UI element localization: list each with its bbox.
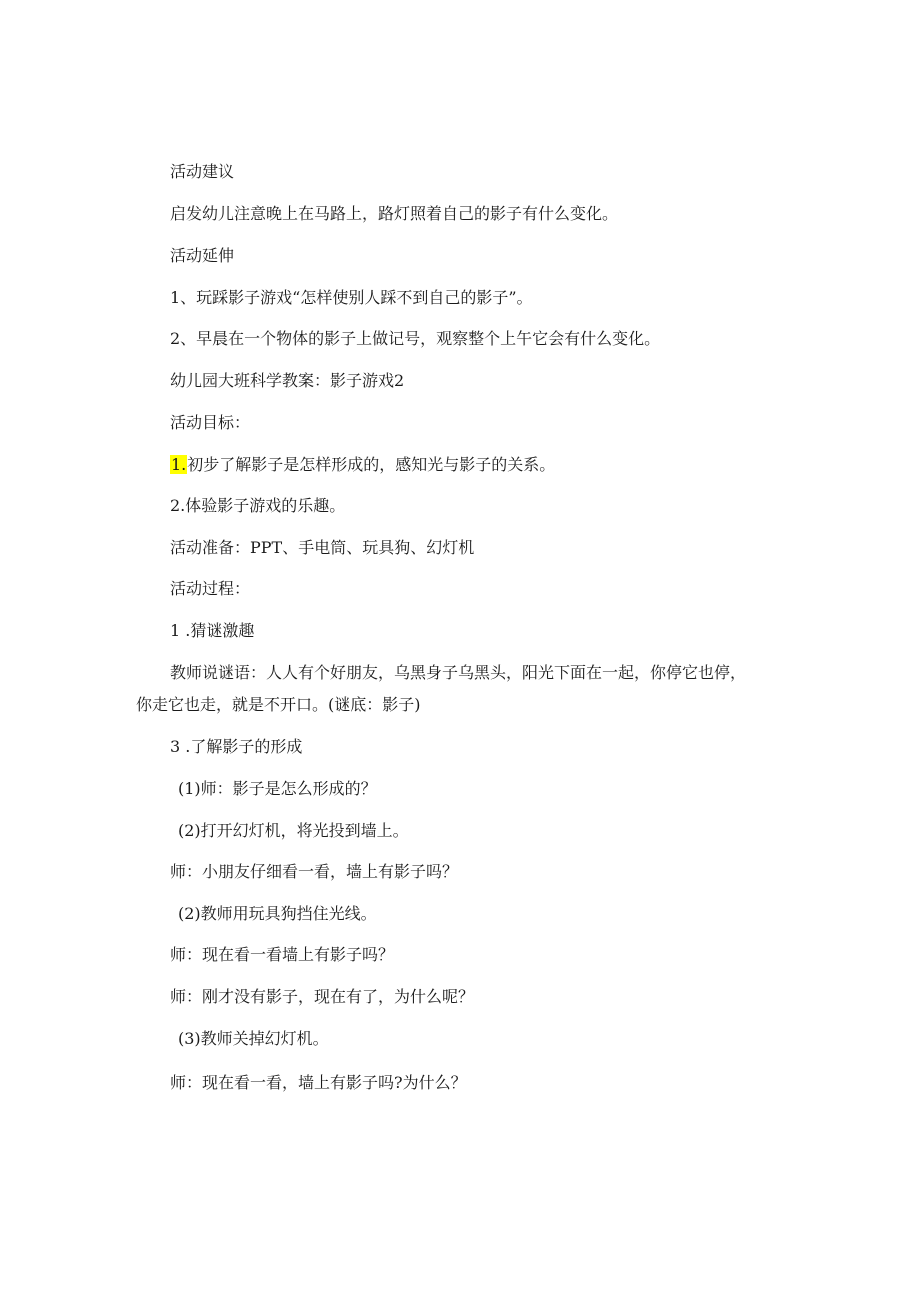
paragraph-suggestion: 启发幼儿注意晚上在马路上，路灯照着自己的影子有什么变化。 (170, 204, 619, 223)
lesson-title: 幼儿园大班科学教案：影子游戏2 (170, 371, 405, 390)
heading-activity-goals: 活动目标： (170, 413, 251, 432)
riddle-paragraph-line-2: 你走它也走，就是不开口。(谜底：影子) (136, 695, 421, 714)
step-3-heading: 3 .了解影子的形成 (170, 737, 303, 756)
list-item-extension-2: 2、早晨在一个物体的影子上做记号，观察整个上午它会有什么变化。 (170, 329, 661, 348)
activity-preparation: 活动准备：PPT、手电筒、玩具狗、幻灯机 (170, 538, 475, 557)
sub-item-1: (1)师：影子是怎么形成的？ (178, 779, 377, 798)
teacher-line-1: 师：小朋友仔细看一看，墙上有影子吗？ (170, 862, 459, 881)
sub-item-2b: (2)教师用玩具狗挡住光线。 (178, 904, 377, 923)
sub-item-3: (3)教师关掉幻灯机。 (178, 1029, 329, 1048)
list-item-goal-1 (170, 454, 555, 476)
heading-activity-suggestion: 活动建议 (170, 162, 235, 181)
sub-item-2: (2)打开幻灯机，将光投到墙上。 (178, 821, 409, 840)
step-1-heading: 1 .猜谜激趣 (170, 621, 255, 640)
goal-1-text: 初步了解影子是怎样形成的，感知光与影子的关系。 (187, 455, 556, 474)
riddle-paragraph-line-1: 教师说谜语：人人有个好朋友，乌黑身子乌黑头，阳光下面在一起，你停它也停， (170, 663, 747, 682)
highlighted-marker: 1. (171, 455, 187, 474)
heading-activity-extension: 活动延伸 (170, 246, 235, 265)
teacher-line-2: 师：现在看一看墙上有影子吗？ (170, 945, 395, 964)
teacher-line-4: 师：现在看一看，墙上有影子吗?为什么？ (170, 1073, 467, 1092)
heading-activity-process: 活动过程： (170, 579, 251, 598)
list-item-goal-2: 2.体验影子游戏的乐趣。 (170, 496, 346, 515)
list-item-extension-1: 1、玩踩影子游戏“怎样使别人踩不到自己的影子”。 (170, 288, 533, 307)
teacher-line-3: 师：刚才没有影子，现在有了，为什么呢？ (170, 987, 475, 1006)
